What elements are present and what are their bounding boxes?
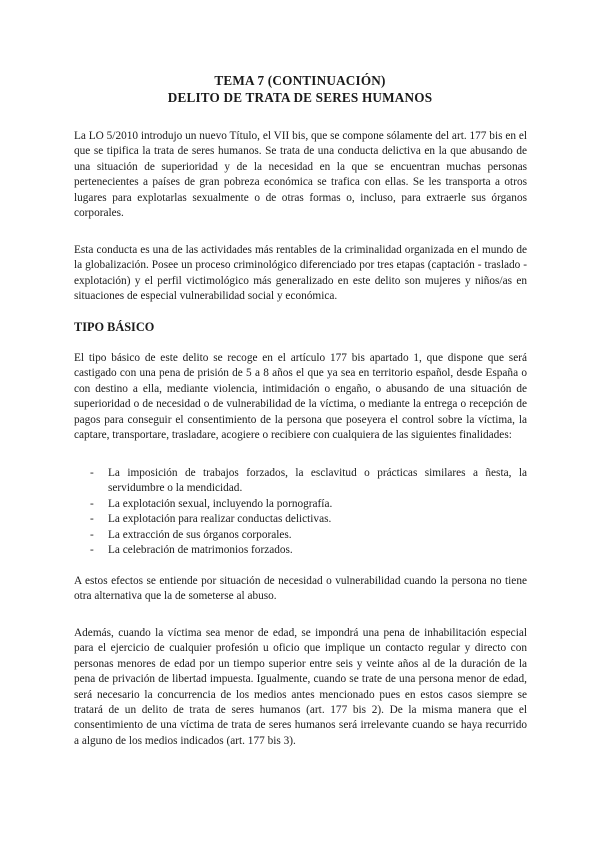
tipo-basico-paragraph: El tipo básico de este delito se recoge en el artículo 177 bis apartado 1, que dispone que será castigado con una pena de prisión de 5 a 8 años el que ya sea en territorio español, desde España o con destino a ella, mediante violencia, intimidación o engaño, o abusando de una situación de superioridad o de necesidad o de vulnerabilidad de la víctima, o mediante la entrega o recepción de pagos para conseguir el consentimiento de la persona que poseyera el control sobre la víctima, la captare, transportare, trasladare, acogiere o recibiere con cualquiera de las siguientes finalidades: <box>74 352 527 442</box>
document-title <box>0 73 600 106</box>
menor-paragraph: Además, cuando la víctima sea menor de edad, se impondrá una pena de inhabilitación especial para el ejercicio de cualquier profesión u oficio que implique un contacto regular y directo con personas menores de edad por un tiempo superior entre seis y veinte años al de la duración de la pena de privación de libertad impuesta. Igualmente, cuando se trate de una persona menor de edad, será necesario la concurrencia de los medios antes mencionado pues en estos casos siempre se tratará de un delito de trata de seres humanos (art. 177 bis 2). De la misma manera que el consentimiento de una víctima de trata de seres humanos será irrelevante cuando se haya recurrido a alguno de los medios indicados (art. 177 bis 3). <box>74 627 527 747</box>
dash-bullet: - <box>90 513 94 526</box>
list-item <box>74 543 527 558</box>
intro-paragraph-2: Esta conducta es una de las actividades más rentables de la criminalidad organizada en el mundo de la globalización. Posee un proceso criminológico diferenciado por tres etapas (captación - traslado - explotación) y el perfil victimológico más generalizado en este delito son mujeres y niños/as en situaciones de especial vulnerabilidad social y económica. <box>74 244 527 303</box>
list-item-text: La celebración de matrimonios forzados. <box>108 544 293 557</box>
intro-paragraph-1: La LO 5/2010 introdujo un nuevo Título, el VII bis, que se compone sólamente del art. 177 bis en el que se tipifica la trata de seres humanos. Se trata de una conducta delictiva en la que abusando de una situación de superioridad y de la necesidad en la que se encuentran muchas personas pertenecientes a países de gran pobreza económica se trafica con ellas. Se les transporta a otros lugares para explotarlas sexualmente o de otras formas o, incluso, para extraerle sus órganos corporales. <box>74 130 527 220</box>
list-item <box>74 497 527 512</box>
dash-bullet: - <box>90 544 94 557</box>
list-item <box>74 466 527 497</box>
list-item <box>74 512 527 527</box>
dash-bullet: - <box>90 497 94 510</box>
section-heading-tipo-basico: TIPO BÁSICO <box>74 320 155 334</box>
list-item-text: La imposición de trabajos forzados, la esclavitud o prácticas similares a ñesta, la servidumbre o la mendicidad. <box>108 467 527 495</box>
title-line-2: DELITO DE TRATA DE SERES HUMANOS <box>167 89 433 105</box>
list-item-text: La explotación sexual, incluyendo la pornografía. <box>108 497 333 510</box>
title-line-1: TEMA 7 (CONTINUACIÓN) <box>214 73 386 88</box>
necesidad-paragraph: A estos efectos se entiende por situación de necesidad o vulnerabilidad cuando la persona no tiene otra alternativa que la de someterse al abuso. <box>74 575 527 603</box>
list-item-text: La extracción de sus órganos corporales. <box>108 528 292 541</box>
list-item-text: La explotación para realizar conductas delictivas. <box>108 513 332 526</box>
dash-bullet: - <box>90 467 94 479</box>
dash-bullet: - <box>90 528 94 541</box>
finalidades-list <box>74 466 527 558</box>
list-item <box>74 528 527 543</box>
